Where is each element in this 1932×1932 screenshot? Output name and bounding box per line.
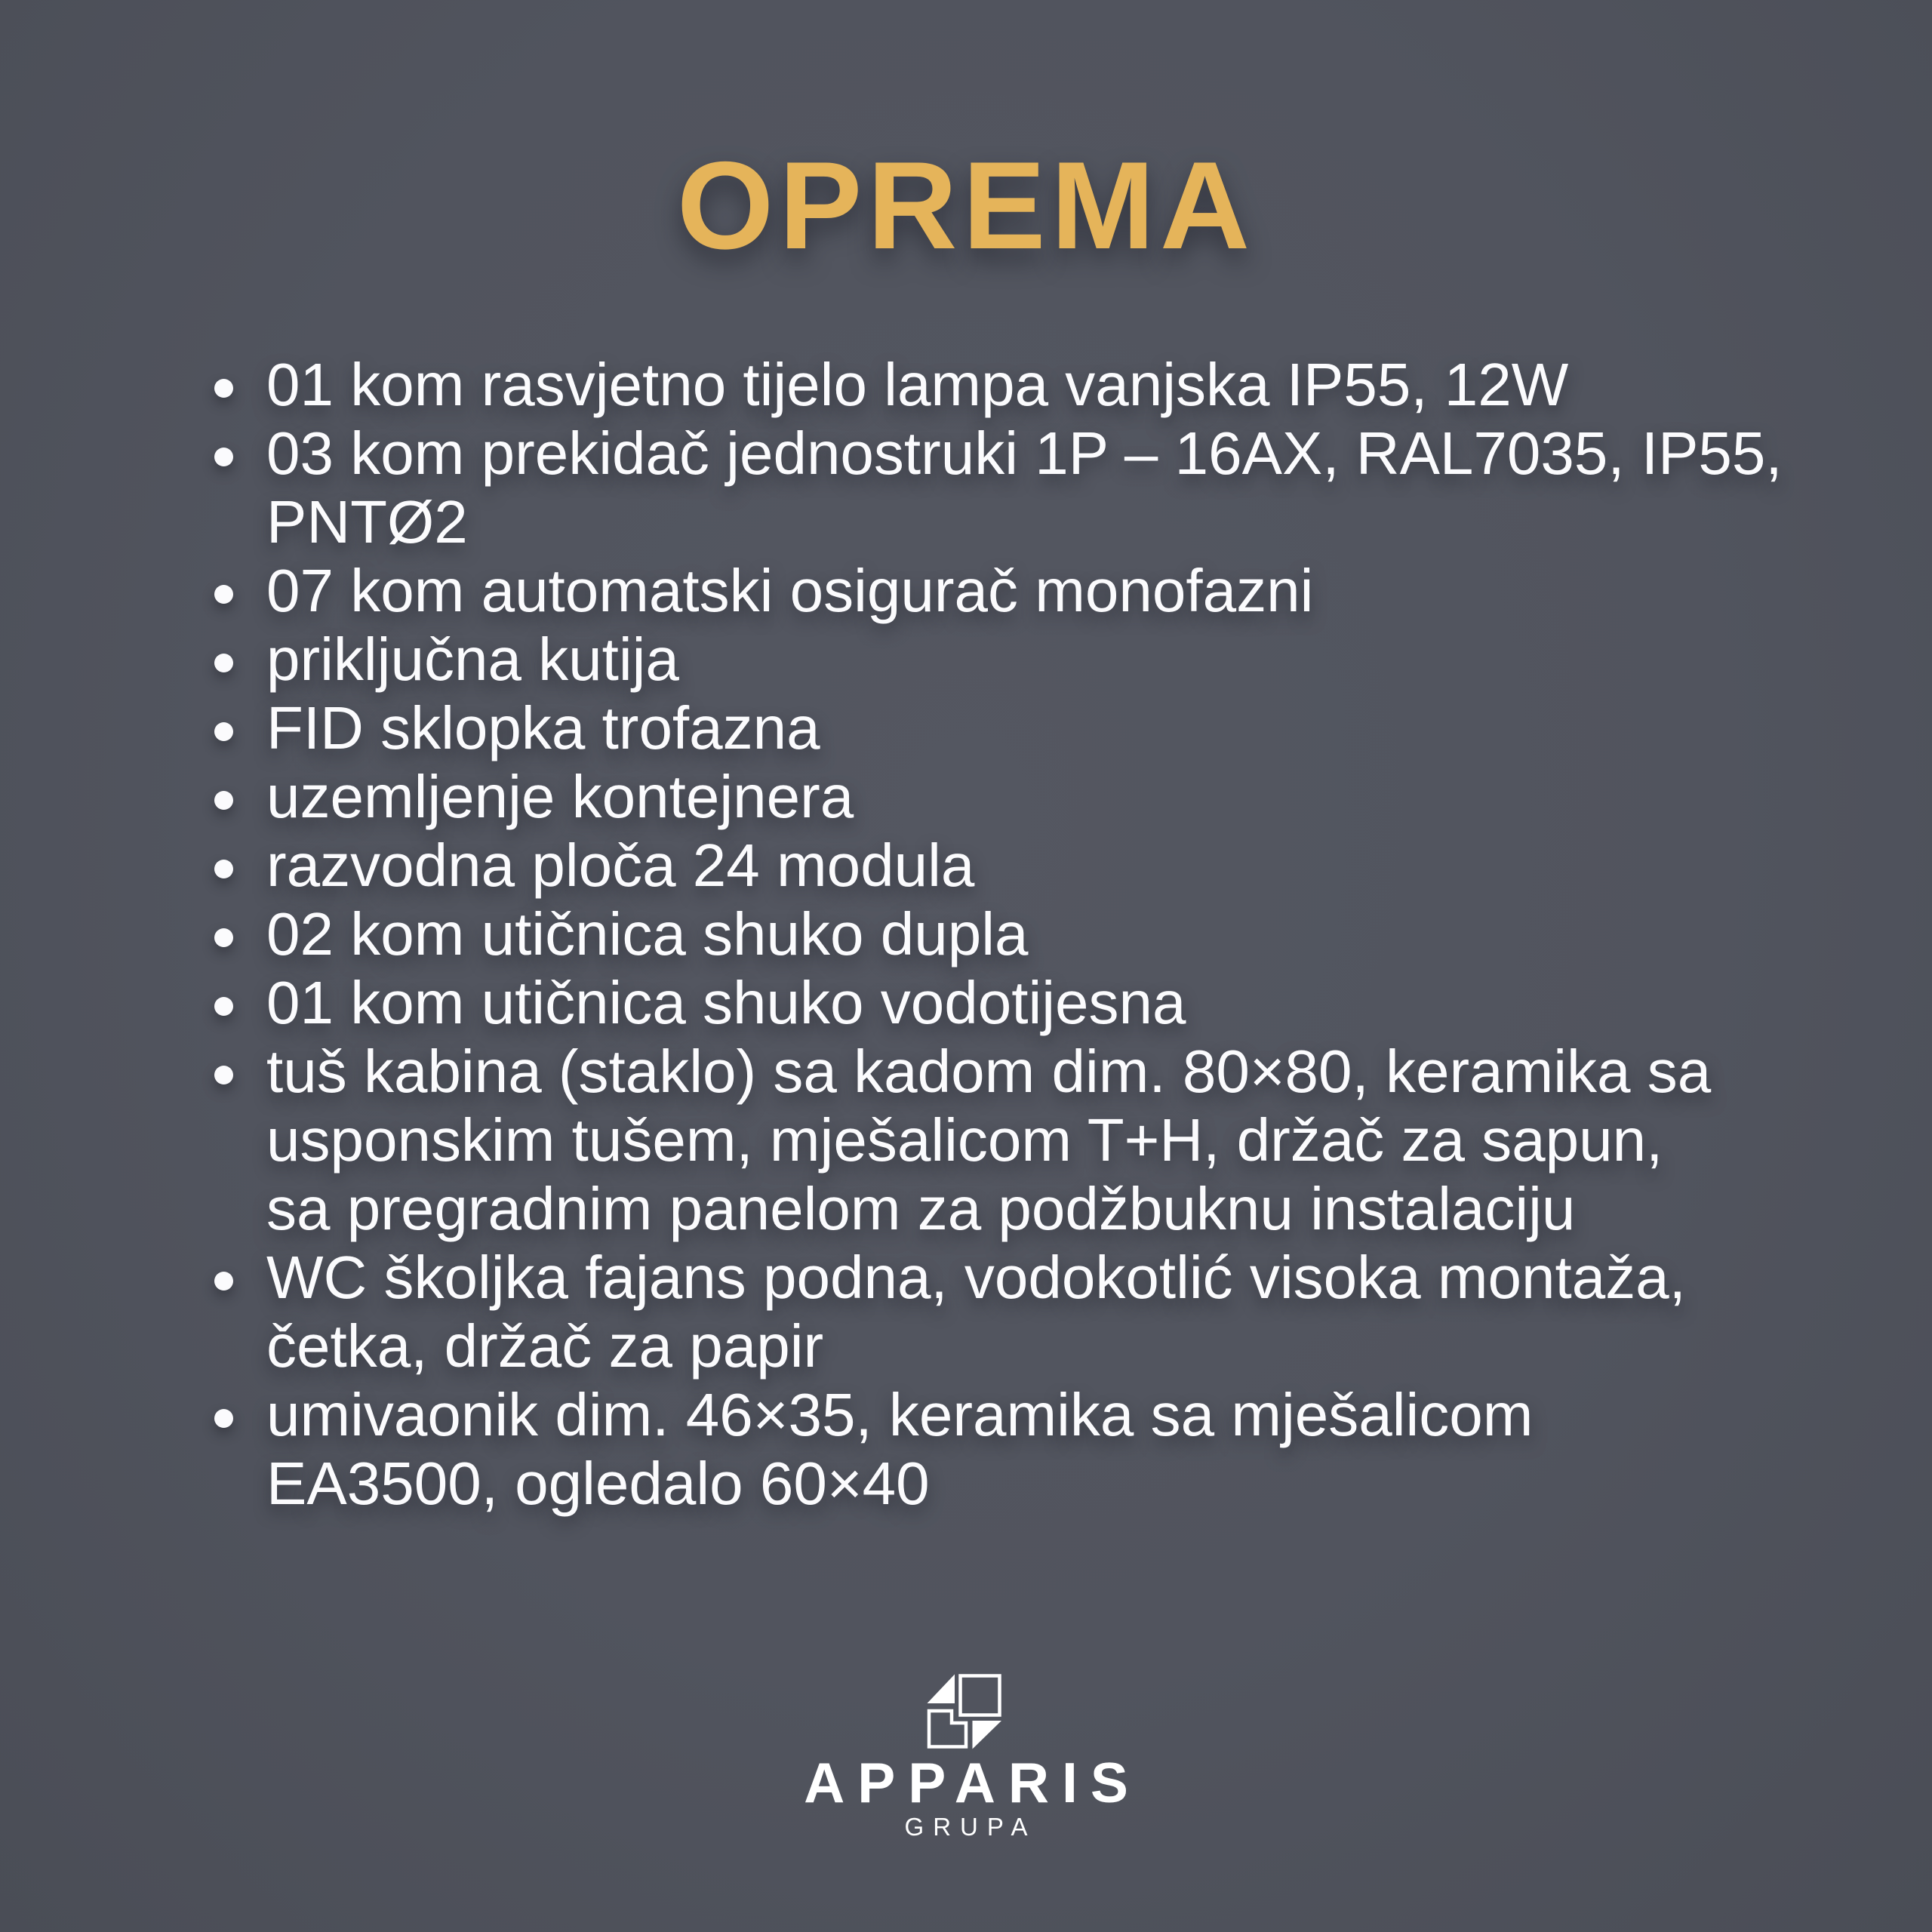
list-item [266, 968, 1783, 1037]
list-item-line: umivaonik dim. 46×35, keramika sa mješalicom [266, 1381, 1534, 1448]
list-item-line: 07 kom automatski osigurač monofazni [266, 557, 1314, 624]
overlapping-squares-icon [926, 1674, 1001, 1749]
list-item [266, 1243, 1783, 1380]
list-item-line: razvodna ploča 24 modula [266, 832, 975, 899]
list-item-line: FID sklopka trofazna [266, 694, 820, 761]
list-item [266, 350, 1783, 419]
list-item-line: 02 kom utičnica shuko dupla [266, 900, 1029, 968]
list-item [266, 900, 1783, 968]
list-item [266, 419, 1783, 556]
list-item [266, 1380, 1783, 1518]
list-item-line: tuš kabina (staklo) sa kadom dim. 80×80, keramika sa [266, 1038, 1712, 1105]
list-item-line: PNTØ2 [266, 488, 468, 555]
list-item-line: 01 kom utičnica shuko vodotijesna [266, 969, 1186, 1036]
list-item [266, 625, 1783, 694]
brand-name: APPARIS [804, 1751, 1141, 1814]
list-item [266, 1037, 1783, 1243]
list-item [266, 831, 1783, 900]
list-item-line: sa pregradnim panelom za podžbuknu instalaciju [266, 1175, 1576, 1242]
logo-square-top-right [961, 1676, 1000, 1715]
list-item [266, 694, 1783, 762]
list-item-line: WC školjka fajans podna, vodokotlić visoka montaža, [266, 1244, 1686, 1311]
list-item-line: 03 kom prekidač jednostruki 1P – 16AX, RAL7035, IP55, [266, 420, 1783, 487]
list-item [266, 762, 1783, 831]
list-item-line: priključna kutija [266, 626, 679, 693]
brand-subtitle: GRUPA [904, 1813, 1037, 1841]
list-item-line: četka, držač za papir [266, 1312, 824, 1380]
list-item-line: uzemljenje kontejnera [266, 763, 854, 830]
equipment-list [266, 350, 1783, 1518]
list-item-line: 01 kom rasvjetno tijelo lampa vanjska IP55, 12W [266, 351, 1569, 418]
list-item [266, 556, 1783, 625]
logo-triangle-top-left [928, 1675, 955, 1704]
list-item-line: usponskim tušem, mješalicom T+H, držač za sapun, [266, 1106, 1663, 1174]
list-item-line: EA3500, ogledalo 60×40 [266, 1450, 930, 1517]
logo-triangle-bottom-right [973, 1721, 1002, 1749]
page-title: OPREMA [676, 136, 1256, 275]
